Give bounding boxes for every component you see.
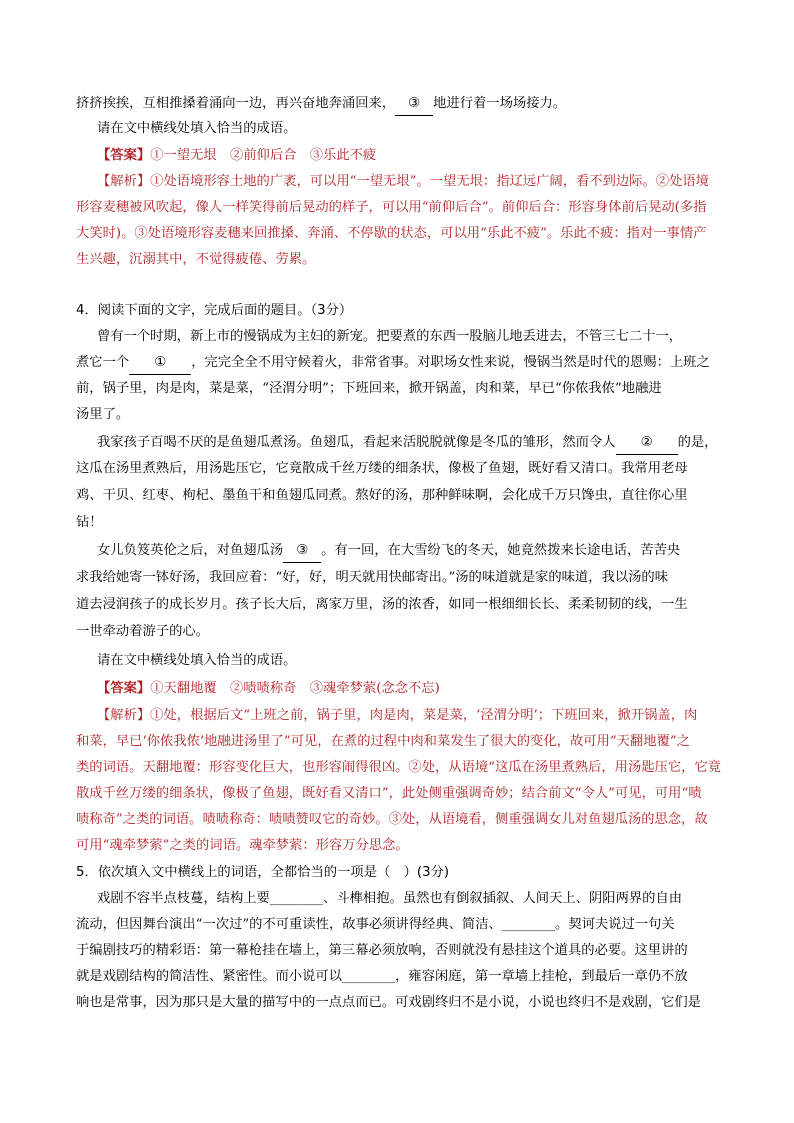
- q4-blank-3: ③: [283, 540, 321, 563]
- q4-p3-line-3: 道去浸润孩子的成长岁月。孩子长大后，离家万里，汤的浓香，如同一根细细长长、柔柔韧韧的线，一生: [76, 597, 688, 612]
- q4-p1-line-4: 汤里了。: [76, 407, 130, 422]
- q4-p2-text-before-blank: 我家孩子百喝不厌的是鱼翅瓜煮汤。鱼翅瓜，看起来活脱脱就像是冬瓜的雏形，然而令人: [97, 435, 616, 450]
- q4-answer-label: 【答案】: [97, 681, 151, 696]
- q4-p3-line-4: 一世牵动着游子的心。: [76, 624, 209, 639]
- q3-text-before-blank: 挤挤挨挨，互相推搡着涌向一边，再兴奋地奔涌回来，: [76, 96, 396, 111]
- q4-answer: [97, 678, 736, 700]
- q5-heading: 5．依次填入文中横线上的词语，全都恰当的一项是（ ）(3分): [76, 865, 450, 880]
- q4-analysis-line-1: 【解析】①处，根据后文“上班之前，锅子里，肉是肉，菜是菜，‘泾渭分明’；下班回来，掀开锅盖，肉: [97, 708, 698, 723]
- q5-line-2: 流动，但因舞台演出“一次过”的不可重读性，故事必须讲得经典、简洁、________。契诃夫说过一句关: [76, 917, 675, 932]
- q4-p1-text-before-blank: 煮它一个: [76, 355, 130, 370]
- q4-p3-text-before-blank: 女儿负笈英伦之后，对鱼翅瓜汤: [97, 543, 284, 558]
- q3-instruction: 请在文中横线处填入恰当的成语。: [97, 121, 297, 136]
- q3-answer-text: ①一望无垠 ②前仰后合 ③乐此不疲: [150, 148, 377, 163]
- q4-p1-line-1: 曾有一个时期，新上市的慢锅成为主妇的新宠。把要煮的东西一股脑儿地丢进去，不管三七二十一，: [97, 329, 683, 344]
- q4-p1-line-3: 前，锅子里，肉是肉，菜是菜，“泾渭分明”；下班回来，掀开锅盖，肉和菜，早已“你侬我侬”地融进: [76, 381, 662, 396]
- q3-passage-end: [76, 93, 736, 116]
- q4-p2-line-2: 这瓜在汤里煮熟后，用汤匙压它，它竟散成千丝万缕的细条状，像极了鱼翅，既好看又清口。我常用老母: [76, 461, 688, 476]
- q4-p3-line-1: [97, 540, 736, 563]
- q4-blank-1: ①: [129, 352, 191, 375]
- q4-p1-text-after-blank: ，完完全全不用守候着火，非常省事。对职场女性来说，慢锅当然是时代的恩赐：上班之: [191, 355, 710, 370]
- q4-p3-text-after-blank: 。有一回，在大雪纷飞的冬天，她竟然拨来长途电话，苦苦央: [321, 543, 681, 558]
- q3-analysis-line-4: 生兴趣，沉溺其中，不觉得疲倦、劳累。: [76, 252, 316, 267]
- q3-analysis-line-2: 形容麦穗被风吹起，像人一样笑得前后晃动的样子，可以用“前仰后合”。前仰后合：形容身体前后晃动(多指: [76, 200, 707, 215]
- q5-line-5: 响也是常事，因为那只是大量的描写中的一点点而已。可戏剧终归不是小说，小说也终归不是戏剧，它们是: [76, 995, 701, 1010]
- q3-answer-label: 【答案】: [97, 148, 151, 163]
- q4-analysis-line-4: 散成千丝万缕的细条状，像极了鱼翅，既好看又清口”，此处侧重强调奇妙；结合前文“令人”可见，可用“啧: [76, 786, 702, 801]
- q4-p2-line-1: [97, 432, 736, 455]
- q5-line-4: 就是戏剧结构的简洁性、紧密性。而小说可以________，雍容闲庭，第一章墙上挂枪，到最后一章仍不放: [76, 969, 688, 984]
- q5-line-3: 于编剧技巧的精彩语：第一幕枪挂在墙上，第三幕必须放响，否则就没有悬挂这个道具的必要。这里讲的: [76, 943, 688, 958]
- q4-p2-line-3: 鸡、干贝、红枣、枸杞、墨鱼干和鱼翅瓜同煮。熬好的汤，那种鲜味啊，会化成千万只馋虫，直往你心里: [76, 488, 688, 503]
- q4-analysis-line-2: 和菜，早已‘你侬我侬’地融进汤里了”可见，在煮的过程中肉和菜发生了很大的变化，故可用“天翻地覆”之: [76, 734, 690, 749]
- q3-blank-3: ③: [395, 93, 433, 116]
- q4-analysis-line-3: 类的词语。天翻地覆：形容变化巨大，也形容闹得很凶。②处，从语境“这瓜在汤里煮熟后，用汤匙压它，它竟: [76, 760, 722, 775]
- q4-blank-2: ②: [616, 432, 678, 455]
- q4-analysis-line-5: 啧称奇”之类的词语。啧啧称奇：啧啧赞叹它的奇妙。③处，从语境看，侧重强调女儿对鱼翅瓜汤的思念，故: [76, 812, 708, 827]
- q3-analysis-line-3: 大笑时)。③处语境形容麦穗来回推搡、奔涌、不停歇的状态，可以用“乐此不疲”。乐此不疲：指对一事情产: [76, 226, 707, 241]
- q4-p2-line-4: 钻！: [76, 515, 103, 530]
- q4-heading: 4．阅读下面的文字，完成后面的题目。（3分）: [76, 303, 353, 318]
- q3-text-after-blank: 地进行着一场场接力。: [433, 96, 567, 111]
- q4-answer-text: ①天翻地覆 ②啧啧称奇 ③魂牵梦萦(念念不忘): [150, 681, 440, 696]
- q4-p3-line-2: 求我给她寄一钵好汤，我回应着：“好，好，明天就用快邮寄出。”汤的味道就是家的味道，我以汤的味: [76, 570, 669, 585]
- q3-answer: [97, 145, 736, 167]
- q4-analysis-line-6: 可用“魂牵梦萦”之类的词语。魂牵梦萦：形容万分思念。: [76, 838, 409, 853]
- q4-p2-text-after-blank: 的是，: [677, 435, 718, 450]
- q5-line-1: 戏剧不容半点枝蔓，结构上要________、斗榫相抱。虽然也有倒叙插叙、人间天上、阴阳两界的自由: [97, 891, 683, 906]
- q3-analysis-line-1: 【解析】①处语境形容土地的广袤，可以用“一望无垠”。一望无垠：指辽远广阔，看不到边际。②处语境: [97, 174, 709, 189]
- q4-p1-line-2: [76, 352, 736, 375]
- q4-instruction: 请在文中横线处填入恰当的成语。: [97, 653, 297, 668]
